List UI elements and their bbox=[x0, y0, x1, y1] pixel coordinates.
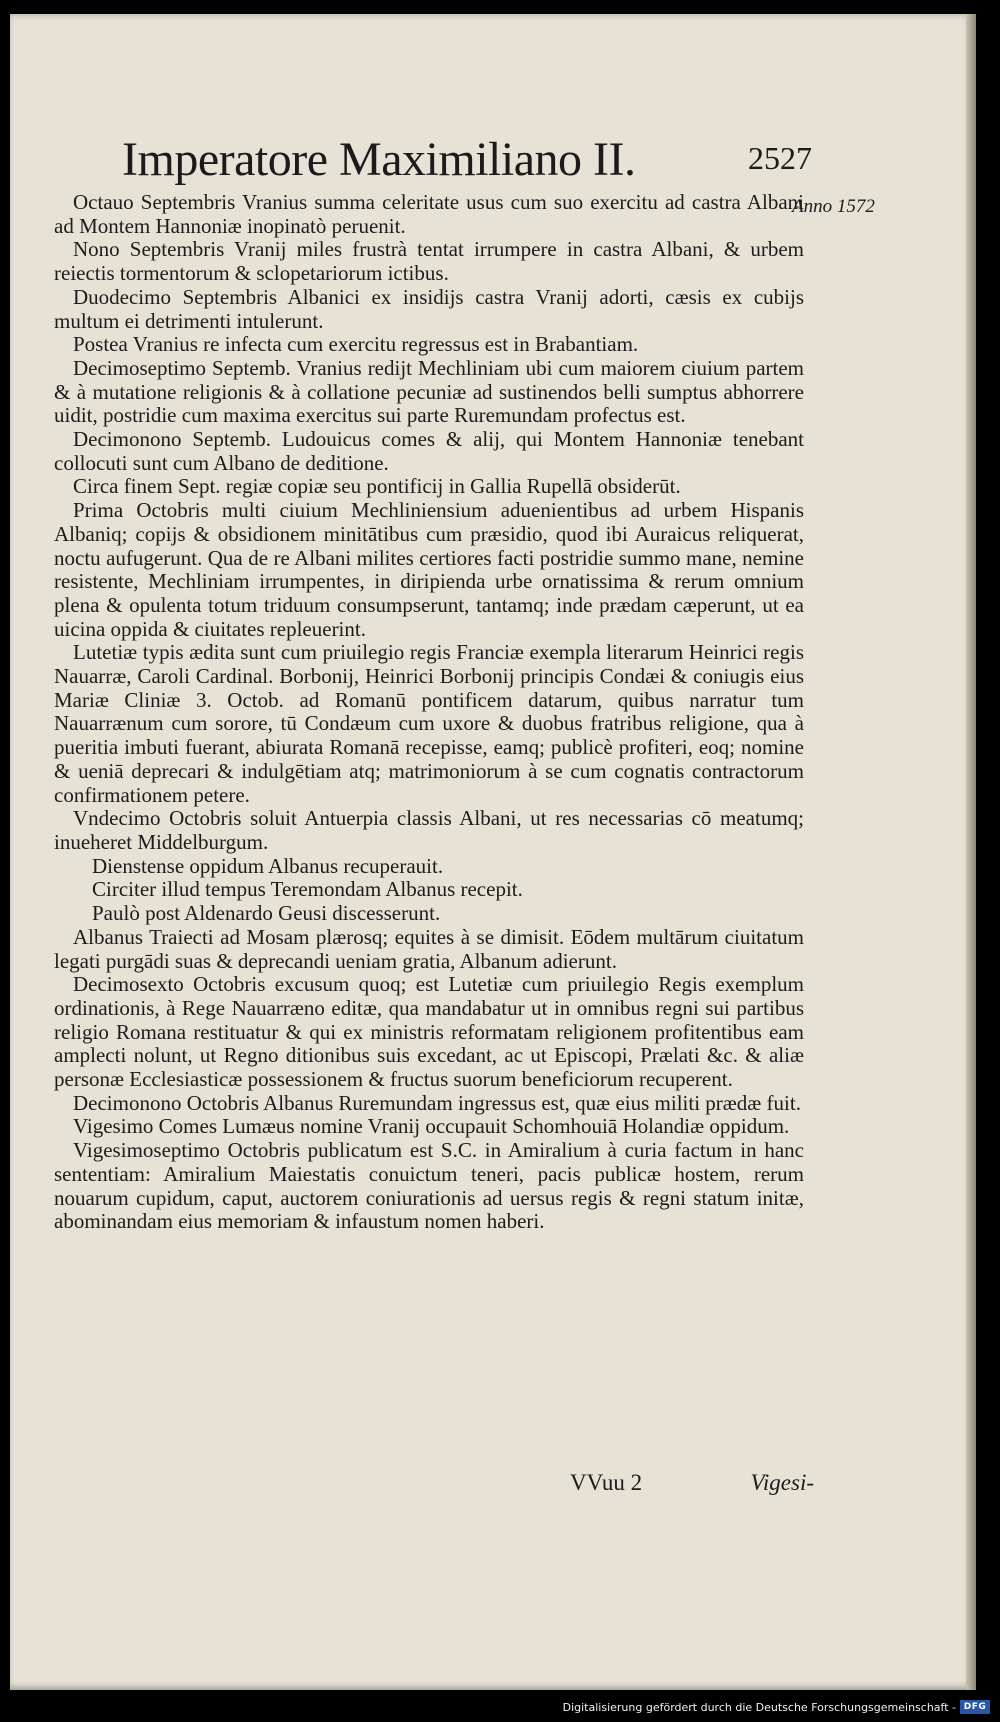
running-title: Imperatore Maximiliano II. bbox=[122, 133, 636, 186]
paragraph: Decimonono Septemb. Ludouicus comes & alij, qui Montem Hannoniæ tenebant collocuti sunt cum Albano de deditione. bbox=[54, 427, 804, 475]
page-footer bbox=[570, 1470, 814, 1502]
page-number: 2527 bbox=[748, 140, 812, 176]
page-edge-shadow bbox=[966, 14, 976, 1690]
credit-bar bbox=[0, 1694, 1000, 1722]
text-body bbox=[54, 191, 804, 1234]
paragraph: Vndecimo Octobris soluit Antuerpia classis Albani, ut res necessarias cō meatumq; inueheret Middelburgum. bbox=[54, 806, 804, 854]
paragraph: Vigesimoseptimo Octobris publicatum est S.C. in Amiralium à curia factum in hanc sententiam: Amiralium Maiestatis conuictum teneri, pacis publicæ hostem, rerum nouarum cupidum, caput, auctorem coniurationis ad uersus regis & regni statum initæ, abominandam eius memoriam & infaustum nomen haberi. bbox=[54, 1138, 804, 1234]
signature-mark: VVuu 2 bbox=[570, 1470, 643, 1495]
paragraph: Vigesimo Comes Lumæus nomine Vranij occupauit Schomhouiā Holandiæ oppidum. bbox=[73, 1114, 790, 1139]
paragraph: Circiter illud tempus Teremondam Albanus recepit. bbox=[92, 877, 523, 902]
funding-credit: Digitalisierung gefördert durch die Deutsche Forschungsgemeinschaft - bbox=[562, 1701, 956, 1714]
paragraph: Decimoseptimo Septemb. Vranius redijt Mechliniam ubi cum maiorem ciuium partem & à mutatione religionis & à collatione pecuniæ ad sustinendos belli sumptus abhorrere uidit, postridie cum maxima exercitus sui parte Ruremundam profectus est. bbox=[54, 355, 804, 428]
paragraph: Prima Octobris multi ciuium Mechliniensium aduenientibus ad urbem Hispanis Albaniq; copijs & obsidionem minitātibus cum præsidio, quod ibi Auraicus reliquerat, noctu aufugerunt. Qua de re Albani milites certiores facti postridie summo mane, nemine resistente, Mechliniam irrumpentes, in diripienda urbe ornatissima & rerum omnium plena & opulenta totum triduum consumpserunt, tantamq; inde prædam cæperunt, ut ea uicina oppida & ciuitates repleuerint. bbox=[54, 498, 804, 641]
paragraph: Lutetiæ typis ædita sunt cum priuilegio regis Franciæ exempla literarum Heinrici regis Nauarræ, Caroli Cardinal. Borbonij, Heinrici Borbonij principis Condæi & coniugis eius Mariæ Cliniæ 3. Octob. ad Romanū pontificem datarum, quibus narratur tum Nauarrænum cum sorore, tū Condæum cum uxore & duobus fratribus religione, qua à pueritia imbuti fuerant, abiurata Romanā recepisse, eamq; publicè profiteri, eoq; nomine & ueniā deprecari & indulgētiam atq; matrimoniorum à se cum cognatis contractorum confirmationem petere. bbox=[54, 640, 804, 807]
paragraph: Duodecimo Septembris Albanici ex insidijs castra Vranij adorti, cæsis ex cubijs multum ei detrimenti intulerunt. bbox=[54, 284, 804, 333]
paragraph: Nono Septembris Vranij miles frustrà tentat irrumpere in castra Albani, & urbem reiectis tormentorum & sclopetariorum ictibus. bbox=[54, 237, 804, 286]
paragraph: Decimonono Octobris Albanus Ruremundam ingressus est, quæ eius militi prædæ fuit. bbox=[73, 1090, 801, 1115]
paragraph: Decimosexto Octobris excusum quoq; est Lutetiæ cum priuilegio Regis exemplum ordinationis, à Rege Nauarræno editæ, qua mandabatur ut in omnibus regni sui partibus religio Romana restituatur & qui ex ministris reformatam religionem profitentibus eam amplecti nolunt, ut Regno ditionibus suis excedant, ac ut Episcopi, Prælati &c. & aliæ personæ Ecclesiasticæ possessionem & fructus suorum beneficiorum recuperent. bbox=[54, 972, 804, 1092]
catchword: Vigesi- bbox=[750, 1470, 814, 1495]
dfg-logo: DFG bbox=[960, 1700, 990, 1714]
paragraph: Octauo Septembris Vranius summa celeritate usus cum suo exercitu ad castra Albani ad Montem Hannoniæ inopinatò peruenit. bbox=[54, 190, 804, 238]
paragraph: Circa finem Sept. regiæ copiæ seu pontificij in Gallia Rupellā obsiderūt. bbox=[73, 474, 681, 499]
paragraph: Paulò post Aldenardo Geusi discesserunt. bbox=[92, 901, 441, 926]
paragraph: Albanus Traiecti ad Mosam plærosq; equites à se dimisit. Eōdem multārum ciuitatum legati purgādi suas & deprecandi ueniam gratia, Albanum adierunt. bbox=[54, 924, 804, 973]
paragraph: Postea Vranius re infecta cum exercitu regressus est in Brabantiam. bbox=[73, 332, 639, 357]
page-header bbox=[122, 132, 812, 192]
paragraph: Dienstense oppidum Albanus recuperauit. bbox=[92, 853, 444, 878]
book-page bbox=[10, 14, 976, 1690]
margin-note-year: Anno 1572 bbox=[792, 196, 875, 217]
